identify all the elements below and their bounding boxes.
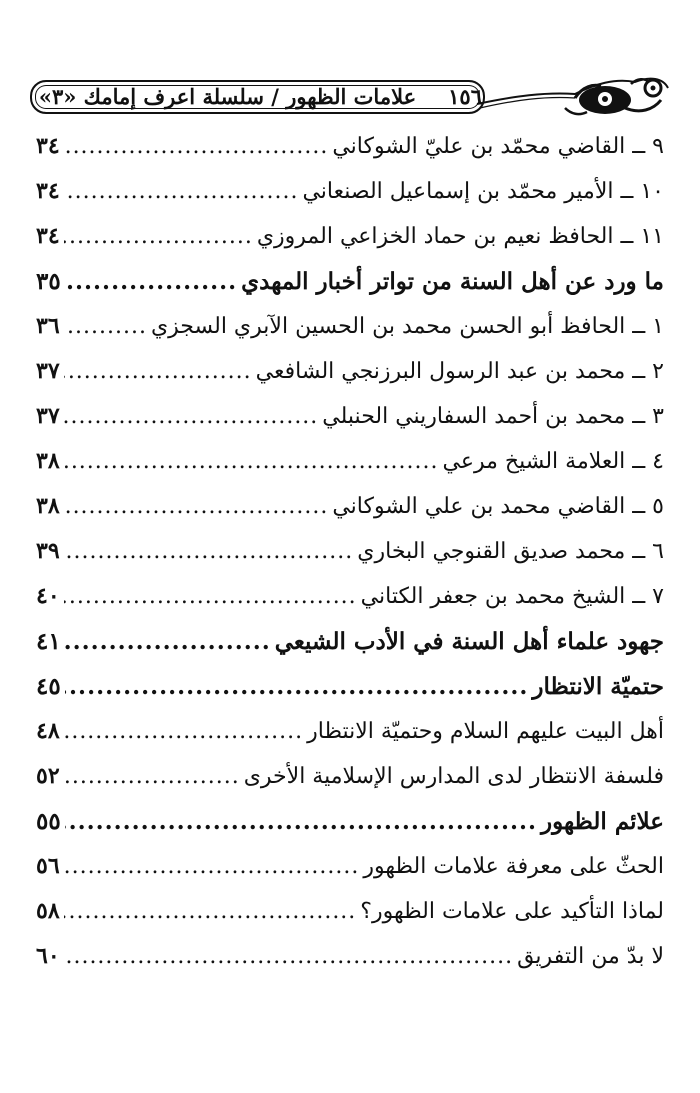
toc-section-heading xyxy=(36,259,664,304)
toc-entry xyxy=(36,169,664,214)
table-of-contents xyxy=(36,124,664,979)
dot-leader xyxy=(64,484,329,529)
toc-entry-title: ٩ ــ القاضي محمّد بن عليّ الشوكاني xyxy=(332,134,664,159)
dot-leader xyxy=(65,664,529,709)
toc-entry xyxy=(36,484,664,529)
toc-page-number: ٥٦ xyxy=(36,853,60,879)
toc-entry-title: ٢ ــ محمد بن عبد الرسول البرزنجي الشافعي xyxy=(255,359,664,384)
toc-page-number: ٣٨ xyxy=(36,448,60,474)
toc-entry-title: حتميّة الانتظار xyxy=(532,673,664,700)
header-text xyxy=(38,84,482,109)
toc-page-number: ٣٤ xyxy=(36,223,60,249)
toc-section-heading xyxy=(36,619,664,664)
toc-entry-title: ما ورد عن أهل السنة من تواتر أخبار المهدي xyxy=(241,268,664,295)
toc-entry-title: فلسفة الانتظار لدى المدارس الإسلامية الأخرى xyxy=(243,764,664,789)
toc-page-number: ٣٦ xyxy=(36,313,60,339)
dot-leader xyxy=(64,304,147,349)
toc-page-number: ٣٩ xyxy=(36,538,60,564)
toc-page-number: ٣٨ xyxy=(36,493,60,519)
dot-leader xyxy=(65,619,271,664)
toc-page-number: ٥٨ xyxy=(36,898,60,924)
toc-entry-title: لا بدّ من التفريق xyxy=(517,944,664,969)
toc-entry-title: أهل البيت عليهم السلام وحتميّة الانتظار xyxy=(307,719,664,744)
running-title: علامات الظهور / سلسلة اعرف إمامك «٣» xyxy=(38,84,417,109)
dot-leader xyxy=(64,574,357,619)
toc-entry xyxy=(36,754,664,799)
toc-entry xyxy=(36,889,664,934)
toc-entry-title: لماذا التأكيد على علامات الظهور؟ xyxy=(360,899,664,924)
toc-entry xyxy=(36,124,664,169)
toc-section-heading xyxy=(36,664,664,709)
toc-entry-title: ٧ ــ الشيخ محمد بن جعفر الكتاني xyxy=(360,584,664,609)
dot-leader xyxy=(65,259,237,304)
toc-section-heading xyxy=(36,799,664,844)
toc-page-number: ٤٨ xyxy=(36,718,60,744)
dot-leader xyxy=(64,439,439,484)
dot-leader xyxy=(64,934,513,979)
dot-leader xyxy=(64,754,240,799)
toc-entry xyxy=(36,574,664,619)
toc-page-number: ٤١ xyxy=(36,628,61,655)
dot-leader xyxy=(64,214,253,259)
toc-entry xyxy=(36,709,664,754)
toc-entry-title: ١ ــ الحافظ أبو الحسن محمد بن الحسين الآبري السجزي xyxy=(150,314,664,339)
toc-entry-title: ٤ ــ العلامة الشيخ مرعي xyxy=(442,449,664,474)
dot-leader xyxy=(65,799,537,844)
toc-page-number: ٣٧ xyxy=(36,358,60,384)
toc-page-number: ٥٥ xyxy=(36,808,61,835)
toc-page-number: ٣٤ xyxy=(36,133,60,159)
toc-entry xyxy=(36,529,664,574)
toc-entry-title: ٣ ــ محمد بن أحمد السفاريني الحنبلي xyxy=(322,404,664,429)
page-number: ١٥٦ xyxy=(448,84,482,109)
dot-leader xyxy=(64,844,360,889)
toc-entry-title: علائم الظهور xyxy=(540,808,664,835)
running-header xyxy=(30,74,670,124)
toc-page-number: ٥٢ xyxy=(36,763,60,789)
toc-entry xyxy=(36,304,664,349)
dot-leader xyxy=(64,889,357,934)
toc-page-number: ٣٥ xyxy=(36,268,61,295)
toc-entry-title: الحثّ على معرفة علامات الظهور xyxy=(363,854,664,879)
dot-leader xyxy=(64,124,329,169)
toc-entry-title: ٦ ــ محمد صديق القنوجي البخاري xyxy=(357,539,664,564)
toc-entry xyxy=(36,349,664,394)
toc-entry-title: جهود علماء أهل السنة في الأدب الشيعي xyxy=(274,628,664,655)
ornament-icon xyxy=(475,74,670,122)
toc-entry-title: ١١ ــ الحافظ نعيم بن حماد الخزاعي المروزي xyxy=(256,224,664,249)
dot-leader xyxy=(64,709,303,754)
dot-leader xyxy=(64,394,319,439)
toc-page-number: ٣٤ xyxy=(36,178,60,204)
toc-entry xyxy=(36,214,664,259)
toc-page-number: ٣٧ xyxy=(36,403,60,429)
dot-leader xyxy=(64,529,354,574)
toc-page-number: ٤٠ xyxy=(36,583,60,609)
toc-entry xyxy=(36,394,664,439)
dot-leader xyxy=(64,169,299,214)
toc-entry xyxy=(36,934,664,979)
toc-entry-title: ١٠ ــ الأمير محمّد بن إسماعيل الصنعاني xyxy=(302,179,664,204)
toc-entry xyxy=(36,439,664,484)
toc-entry xyxy=(36,844,664,889)
toc-page-number: ٤٥ xyxy=(36,673,61,700)
dot-leader xyxy=(64,349,252,394)
toc-entry-title: ٥ ــ القاضي محمد بن علي الشوكاني xyxy=(332,494,664,519)
toc-page-number: ٦٠ xyxy=(36,943,60,969)
